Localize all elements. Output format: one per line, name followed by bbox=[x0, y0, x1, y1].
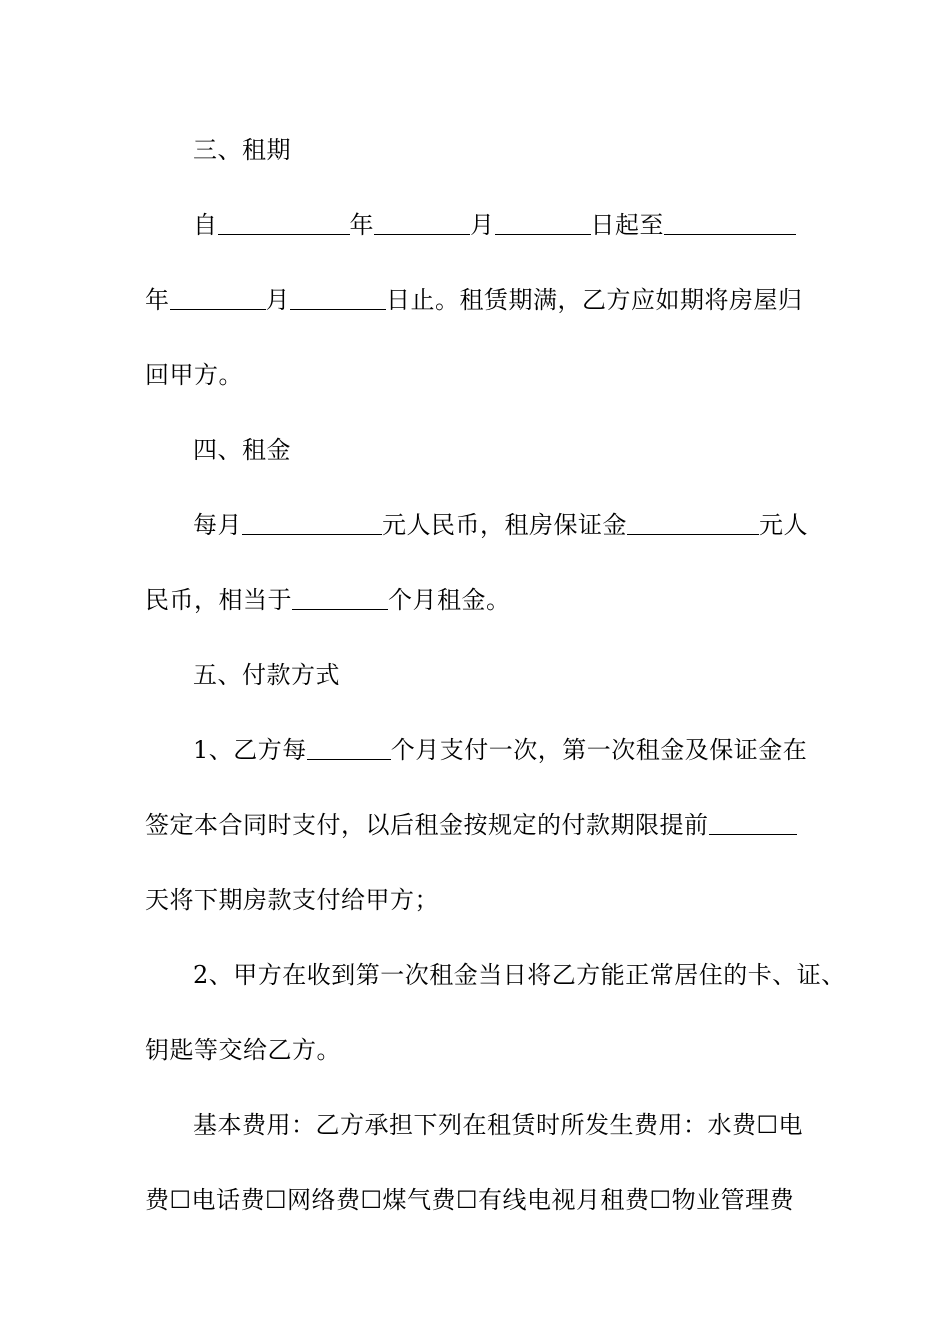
text-advance: 签定本合同时支付，以后租金按规定的付款期限提前 bbox=[145, 811, 709, 839]
text-year: 年 bbox=[349, 211, 374, 239]
text-payment-once: 个月支付一次，第一次租金及保证金在 bbox=[390, 736, 808, 764]
blank-start-year[interactable] bbox=[218, 212, 350, 235]
text-item-1: 1、乙方每 bbox=[193, 736, 307, 764]
blank-start-day[interactable] bbox=[495, 212, 591, 235]
text-return: 回甲方。 bbox=[145, 361, 243, 389]
blank-end-month[interactable] bbox=[170, 287, 266, 310]
text-month: 月 bbox=[265, 286, 290, 314]
blank-deposit-amount[interactable] bbox=[627, 512, 759, 535]
blank-start-month[interactable] bbox=[374, 212, 470, 235]
text-day-until: 日起至 bbox=[590, 211, 664, 239]
rent-line-1 bbox=[145, 510, 810, 540]
text-deposit: 元人民币，租房保证金 bbox=[382, 511, 627, 539]
lease-term-line-3 bbox=[145, 360, 810, 390]
payment-item-1-line-1 bbox=[145, 735, 810, 765]
text-equivalent: 民币，相当于 bbox=[145, 586, 292, 614]
heading-text: 五、付款方式 bbox=[193, 661, 340, 689]
blank-end-day[interactable] bbox=[290, 287, 386, 310]
payment-item-1-line-2 bbox=[145, 810, 810, 840]
text-fee-list: 费☐电话费☐网络费☐煤气费☐有线电视月租费☐物业管理费 bbox=[145, 1186, 795, 1214]
text-from: 自 bbox=[193, 211, 218, 239]
text-day-end: 日止。租赁期满，乙方应如期将房屋归 bbox=[386, 286, 803, 314]
text-item-2: 2、甲方在收到第一次租金当日将乙方能正常居住的卡、证、 bbox=[193, 961, 846, 989]
rent-line-2 bbox=[145, 585, 810, 615]
section-heading-rent bbox=[145, 435, 810, 465]
fees-line-2 bbox=[145, 1185, 810, 1215]
text-year: 年 bbox=[145, 286, 170, 314]
blank-monthly-rent[interactable] bbox=[242, 512, 382, 535]
heading-text: 三、租期 bbox=[193, 136, 291, 164]
text-monthly: 每月 bbox=[193, 511, 242, 539]
blank-advance-days[interactable] bbox=[709, 812, 797, 835]
section-heading-payment bbox=[145, 660, 810, 690]
blank-payment-interval[interactable] bbox=[307, 737, 391, 760]
blank-months[interactable] bbox=[292, 587, 388, 610]
text-month: 月 bbox=[470, 211, 495, 239]
text-months-rent: 个月租金。 bbox=[388, 586, 511, 614]
payment-item-1-line-3 bbox=[145, 885, 810, 915]
payment-item-2-line-2 bbox=[145, 1035, 810, 1065]
lease-term-line-2 bbox=[145, 285, 810, 315]
text-yuan: 元人 bbox=[759, 511, 808, 539]
payment-item-2-line-1 bbox=[145, 960, 846, 990]
text-keys: 钥匙等交给乙方。 bbox=[145, 1036, 341, 1064]
section-heading-lease-term bbox=[145, 135, 810, 165]
fees-line-1 bbox=[145, 1110, 810, 1140]
text-days-pay: 天将下期房款支付给甲方； bbox=[145, 886, 439, 914]
blank-end-year[interactable] bbox=[664, 212, 796, 235]
text-basic-fees: 基本费用：乙方承担下列在租赁时所发生费用：水费☐电 bbox=[193, 1111, 804, 1139]
heading-text: 四、租金 bbox=[193, 436, 291, 464]
lease-term-line-1 bbox=[145, 210, 810, 240]
